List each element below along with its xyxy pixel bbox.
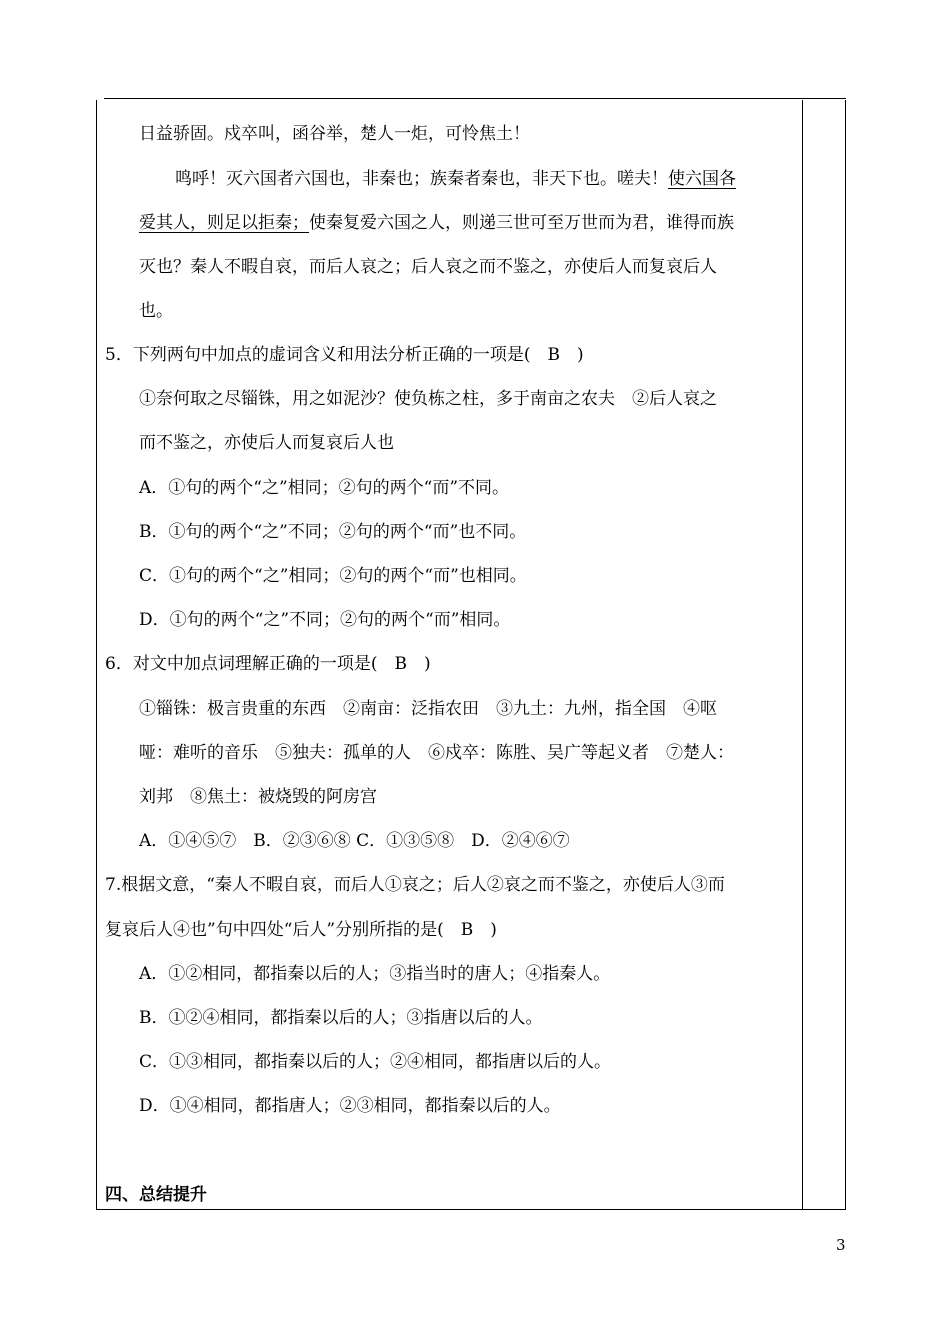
question-6-items-3: 刘邦 ⑧焦土：被烧毁的阿房宫 (139, 787, 377, 807)
column-divider (802, 100, 803, 1209)
question-6-items-1: ①锱铢：极言贵重的东西 ②南亩：泛指农田 ③九土：九州，指全国 ④呕 (139, 699, 717, 719)
question-6-items-2: 哑：难听的音乐 ⑤独夫：孤单的人 ⑥戍卒：陈胜、吴广等起义者 ⑦楚人： (139, 743, 734, 763)
question-5-stem: 5．下列两句中加点的虚词含义和用法分析正确的一项是( B ) (105, 345, 584, 365)
question-6-options: A．①④⑤⑦ B．②③⑥⑧ C．①③⑤⑧ D．②④⑥⑦ (139, 831, 570, 851)
section-title-summary: 四、总结提升 (105, 1185, 207, 1205)
question-7-option-d: D．①④相同，都指唐人；②③相同，都指秦以后的人。 (139, 1096, 561, 1116)
passage-line-4: 灭也？秦人不暇自哀，而后人哀之；后人哀之而不鉴之，亦使后人而复哀后人 (139, 257, 717, 277)
question-7-stem-1: 7.根据文意，“秦人不暇自哀，而后人①哀之；后人②哀之而不鉴之，亦使后人③而 (105, 875, 725, 895)
question-5-example-2: 而不鉴之，亦使后人而复哀后人也 (139, 433, 394, 453)
passage-line-5: 也。 (139, 301, 173, 321)
question-5-option-b: B．①句的两个“之”不同；②句的两个“而”也不同。 (139, 522, 527, 542)
question-7-option-c: C．①③相同，都指秦以后的人；②④相同，都指唐以后的人。 (139, 1052, 612, 1072)
worksheet-table (96, 100, 846, 1210)
question-5-option-c: C．①句的两个“之”相同；②句的两个“而”也相同。 (139, 566, 527, 586)
question-7-option-a: A．①②相同，都指秦以后的人；③指当时的唐人；④指秦人。 (139, 964, 611, 984)
passage-line-1: 日益骄固。戍卒叫，函谷举，楚人一炬，可怜焦土！ (139, 124, 530, 144)
question-7-option-b: B．①②④相同，都指秦以后的人；③指唐以后的人。 (139, 1008, 543, 1028)
question-6-stem: 6．对文中加点词理解正确的一项是( B ) (105, 654, 431, 674)
passage-line-3: 爱其人，则足以拒秦；使秦复爱六国之人，则递三世可至万世而为君，谁得而族 (139, 213, 734, 233)
question-5-option-a: A．①句的两个“之”相同；②句的两个“而”不同。 (139, 478, 510, 498)
question-5-example-1: ①奈何取之尽锱铢，用之如泥沙？使负栋之柱，多于南亩之农夫 ②后人哀之 (139, 389, 717, 409)
question-5-option-d: D．①句的两个“之”不同；②句的两个“而”相同。 (139, 610, 511, 630)
page-number: 3 (836, 1236, 846, 1254)
passage-line-2: 鸣呼！灭六国者六国也，非秦也；族秦者秦也，非天下也。嗟夫！使六国各 (175, 169, 736, 189)
header-rule (104, 98, 846, 99)
question-7-stem-2: 复哀后人④也”句中四处“后人”分别所指的是( B ) (105, 920, 497, 940)
